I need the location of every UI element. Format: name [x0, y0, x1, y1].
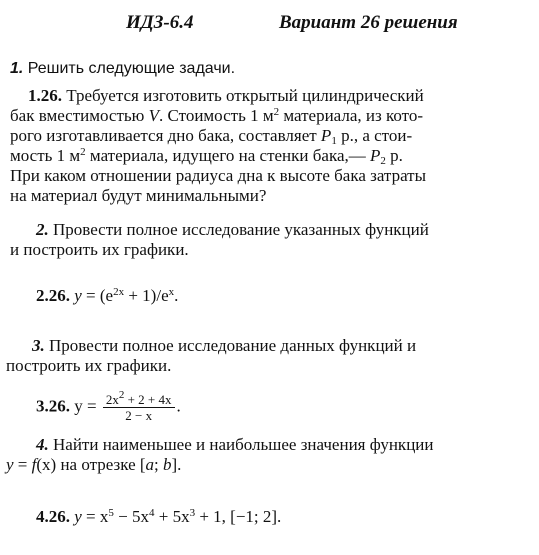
variable: P — [370, 146, 381, 165]
formula-text: y = — [74, 396, 97, 416]
problem-text: . Стоимость 1 м — [159, 106, 274, 125]
task1-heading — [10, 58, 539, 80]
problem-number: 3.26. — [36, 396, 70, 416]
exponent: 2 — [80, 146, 86, 158]
task1-number: 1. — [10, 60, 24, 77]
variable: b — [163, 455, 172, 474]
task1-line — [10, 86, 513, 106]
exponent: x — [168, 286, 175, 298]
problem-text: Требуется изготовить открытый цилиндрический — [62, 86, 424, 105]
task3-statement — [6, 336, 503, 376]
task-text: (x) — [36, 455, 57, 474]
task4-statement — [6, 435, 501, 475]
task2-line: и построить их графики. — [10, 240, 189, 259]
task4-number: 4. — [36, 435, 49, 454]
task2-formula — [36, 285, 539, 307]
task4-line — [6, 435, 501, 455]
task1-line — [10, 106, 513, 126]
task-text: Провести полное исследование данных функций и — [44, 336, 417, 355]
fraction-denominator: 2 − x — [125, 408, 153, 423]
task2-line — [10, 220, 501, 240]
task3-line: построить их графики. — [6, 356, 172, 375]
exponent: 2x — [113, 286, 125, 298]
variant-label: Вариант 26 решения — [279, 12, 458, 33]
problem-number: 4.26. — [36, 507, 70, 526]
task-text: Найти наименьшее и наибольшее значения функции — [48, 435, 434, 454]
exponent: 5 — [108, 507, 114, 519]
task1-heading-text: Решить следующие задачи. — [23, 60, 236, 77]
formula-text: = x — [81, 507, 109, 526]
task3-line — [6, 336, 503, 356]
page-header — [0, 12, 539, 38]
problem-text: рого изготавливается дно бака, составляет — [10, 126, 321, 145]
exponent: 4 — [148, 507, 155, 519]
task1-line: на материал будут минимальными? — [10, 186, 267, 205]
task4-formula — [36, 506, 539, 528]
problem-text: р. — [385, 146, 403, 165]
task1-line — [10, 126, 513, 146]
task3-formula — [36, 389, 539, 423]
task1-line — [10, 146, 513, 166]
formula-text: = (e — [81, 286, 114, 305]
subscript: 1 — [331, 135, 337, 147]
variable: y — [74, 507, 82, 526]
variable: f — [31, 455, 37, 474]
task2-number: 2. — [36, 220, 49, 239]
task3-number: 3. — [32, 336, 45, 355]
formula-text: + 1, [−1; 2]. — [195, 507, 282, 526]
exponent: 2 — [118, 389, 125, 401]
task-text: на отрезке [ — [56, 455, 146, 474]
formula-text: + 1)/e — [124, 286, 169, 305]
formula-text: . — [174, 286, 179, 305]
formula-text: + 2 + 4x — [124, 392, 172, 407]
task-text: ]. — [171, 455, 182, 474]
task-text: = — [13, 455, 32, 474]
variable: V — [148, 106, 159, 125]
task1-line: При каком отношении радиуса дна к высоте бака затраты — [10, 166, 427, 185]
problem-text: мость 1 м — [10, 146, 81, 165]
problem-number: 1.26. — [28, 86, 62, 105]
task4-line — [6, 455, 501, 475]
variable: y — [6, 455, 14, 474]
task-text: Провести полное исследование указанных функций — [48, 220, 429, 239]
variable: P — [320, 126, 332, 145]
formula-text: . — [176, 396, 181, 416]
formula-text: 2x — [105, 392, 119, 407]
assignment-title: ИДЗ-6.4 — [126, 12, 194, 33]
problem-text: р., а стои- — [336, 126, 413, 145]
task2-statement — [10, 220, 501, 260]
task-text: ; — [154, 455, 164, 474]
problem-text: бак вместимостью — [10, 106, 149, 125]
exponent: 2 — [273, 106, 280, 118]
subscript: 2 — [380, 155, 386, 167]
problem-number: 2.26. — [36, 286, 70, 305]
variable: a — [145, 455, 155, 474]
problem-text: материала, из кото- — [279, 106, 423, 125]
variable: y — [74, 286, 82, 305]
formula-text: − 5x — [113, 507, 149, 526]
problem-text: материала, идущего на стенки бака,— — [85, 146, 371, 165]
exponent: 3 — [189, 507, 196, 519]
formula-text: + 5x — [154, 507, 190, 526]
task1-problem — [10, 86, 513, 206]
fraction-numerator — [103, 389, 175, 408]
fraction — [103, 389, 175, 423]
